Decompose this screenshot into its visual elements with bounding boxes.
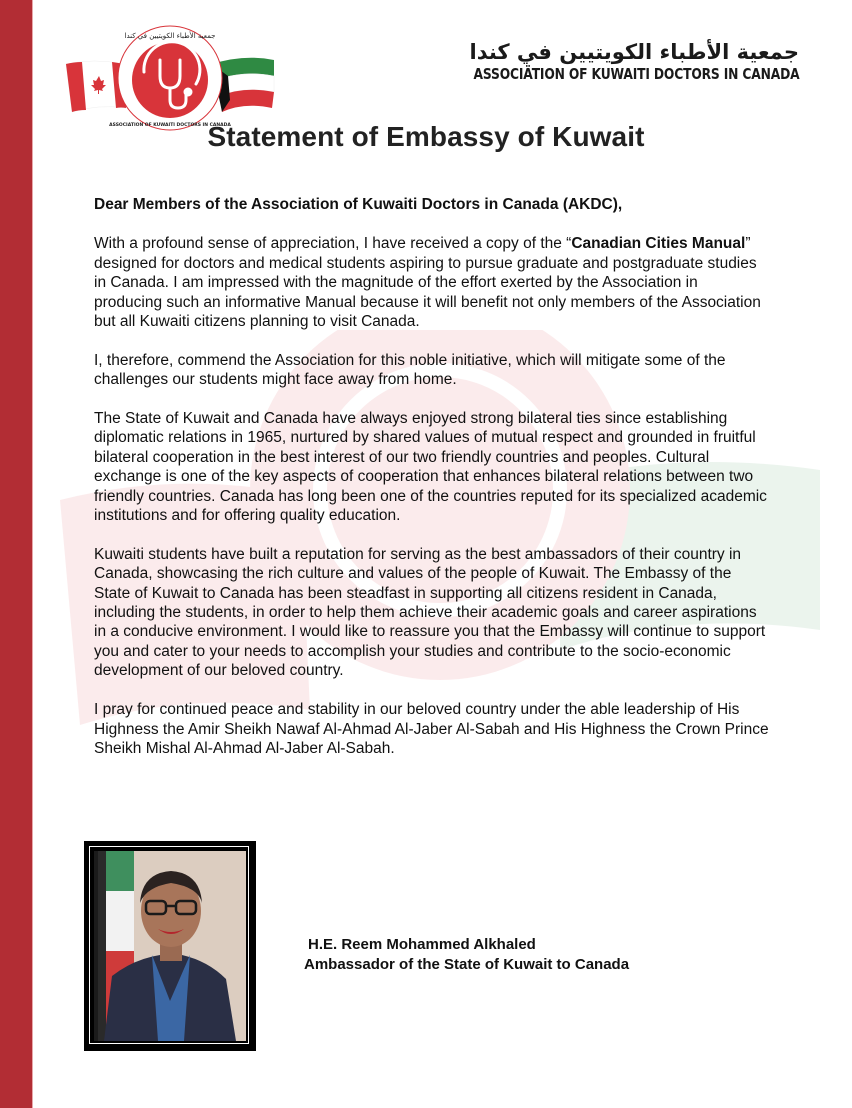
p1-text-end: ” designed for doctors and medical students aspiring to pursue graduate and postgraduate studies in Canada. I am impressed with the magnitude of the effort exerted by the Association in producing such an informative Manual because it will benefit not only members of the Association but all Kuwaiti citizens planning to visit Canada. bbox=[94, 235, 761, 331]
manual-title: Canadian Cities Manual bbox=[571, 235, 746, 253]
ambassador-portrait bbox=[94, 851, 246, 1041]
letter-paragraph-2: I, therefore, commend the Association for this noble initiative, which will mitigate some of the challenges our students might face away from home. bbox=[94, 351, 726, 389]
letter-body bbox=[94, 195, 769, 778]
letter-paragraph-3: The State of Kuwait and Canada have always enjoyed strong bilateral ties since establishing diplomatic relations in 1965, nurtured by shared values of mutual respect and grounded in fruitful bilateral cooperation in the best interest of our two friendly countries and peoples. Cultural exchange is one of the key aspects of cooperation that enhances bilateral relations between two friendly countries. Canada has long been one of the countries reputed for its specialized academic institutions and for offering quality education. bbox=[94, 410, 767, 525]
letter-paragraph-4: Kuwaiti students have built a reputation for serving as the best ambassadors of their country in Canada, showcasing the rich culture and values of the people of Kuwait. The Embassy of the State of Kuwait to Canada has been steadfast in supporting all citizens resident in Canada, including the students, in order to help them achieve their academic goals and career aspirations in a conducive environment. I would like to reassure you that the Embassy will continue to support you and cater to your needs to accomplish your studies and contribute to the socio-economic development of our beloved country. bbox=[94, 545, 766, 680]
logo-ring-arabic-text: جمعية الأطباء الكويتيين في كندا bbox=[124, 32, 216, 40]
akdc-logo bbox=[64, 24, 276, 132]
left-accent-bar-edge bbox=[32, 0, 33, 1108]
logo-ring-english-text: ASSOCIATION OF KUWAITI DOCTORS IN CANADA bbox=[109, 123, 231, 128]
p1-text-start: With a profound sense of appreciation, I have received a copy of the “ bbox=[94, 235, 572, 253]
letter-paragraph-5: I pray for continued peace and stability in our beloved country under the able leadership of His Highness the Amir Sheikh Nawaf Al-Ahmad Al-Jaber Al-Sabah and His Highness the Crown Prince Sheikh Mishal Al-Ahmad Al-Jaber Al-Sabah. bbox=[94, 701, 769, 757]
page-title: Statement of Embassy of Kuwait bbox=[207, 121, 645, 152]
left-accent-bar bbox=[0, 0, 32, 1108]
ambassador-name: H.E. Reem Mohammed Alkhaled bbox=[308, 936, 536, 953]
ambassador-photo-frame bbox=[84, 841, 256, 1051]
canada-flag-icon bbox=[66, 61, 126, 112]
signature-block bbox=[304, 935, 629, 975]
organization-name bbox=[402, 40, 800, 83]
letter-paragraph-1 bbox=[94, 234, 769, 331]
organization-name-english: ASSOCIÄTION OF KUWAITI DOCTORS IN CANADA bbox=[473, 65, 799, 83]
letter-salutation: Dear Members of the Association of Kuwaiti Doctors in Canada (AKDC), bbox=[94, 196, 623, 213]
organization-name-arabic: جمعية الأطباء الكويتيين في كندا bbox=[469, 40, 799, 64]
ambassador-title: Ambassador of the State of Kuwait to Canada bbox=[304, 956, 630, 973]
